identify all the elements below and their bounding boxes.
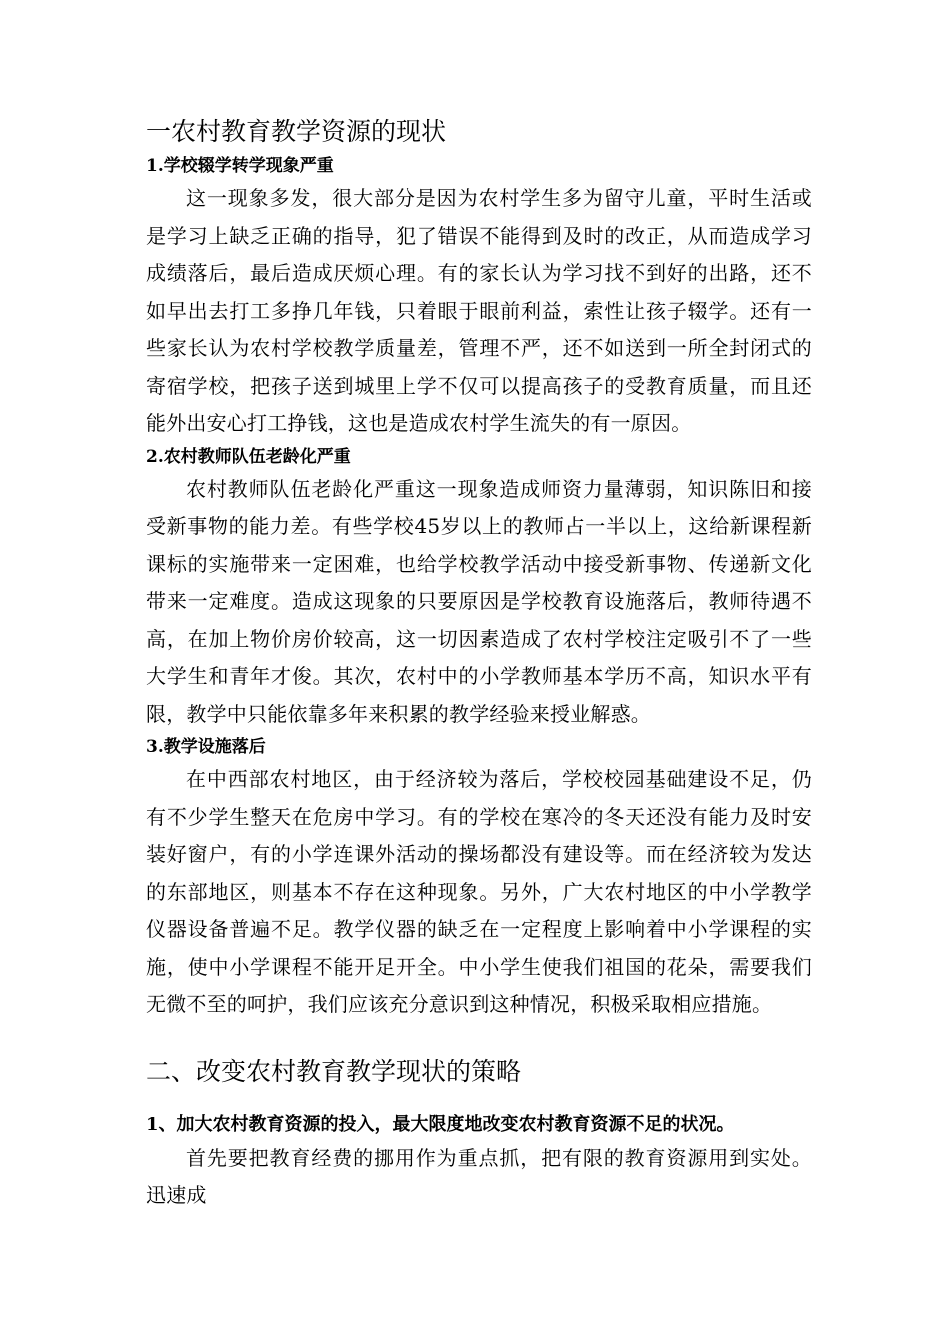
section-spacer [146,1092,812,1110]
section-1-title: 一农村教育教学资源的现状 [146,117,447,146]
section-2-title: 二、改变农村教育教学现状的策略 [146,1056,522,1086]
section-spacer [146,1024,812,1052]
document-page [146,112,812,1215]
section-2-item-1-heading: 1、加大农村教育资源的投入，最大限度地改变农村教育资源不足的状况。 [146,1113,735,1135]
section-1-item-3-paragraph: 在中西部农村地区，由于经济较为落后，学校校园基础建设不足，仍有不少学生整天在危房中学习。有的学校在寒冷的冬天还没有能力及时安装好窗户，有的小学连课外活动的操场都没有建设等。而在经济较为发达的东部地区，则基本不存在这种现象。另外，广大农村地区的中小学教学仪器设备普遍不足。教学仪器的缺乏在一定程度上影响着中小学课程的实施，使中小学课程不能开足开全。中小学生使我们祖国的花朵，需要我们无微不至的呵护，我们应该充分意识到这种情况，积极采取相应措施。 [146,767,812,1016]
section-1-item-1-heading: 1.学校辍学转学现象严重 [146,156,334,176]
section-2-item-1-paragraph: 首先要把教育经费的挪用作为重点抓，把有限的教育资源用到实处。迅速成 [146,1145,812,1207]
section-1-item-1-paragraph: 这一现象多发，很大部分是因为农村学生多为留守儿童，平时生活或是学习上缺乏正确的指导，犯了错误不能得到及时的改正，从而造成学习成绩落后，最后造成厌烦心理。有的家长认为学习找不到好的出路，还不如早出去打工多挣几年钱，只着眼于眼前利益，索性让孩子辍学。还有一些家长认为农村学校教学质量差，管理不严，还不如送到一所全封闭式的寄宿学校，把孩子送到城里上学不仅可以提高孩子的受教育质量，而且还能外出安心打工挣钱，这也是造成农村学生流失的有一原因。 [146,186,812,435]
section-1-item-2-heading: 2.农村教师队伍老龄化严重 [146,446,351,467]
section-1-item-2-paragraph: 农村教师队伍老龄化严重这一现象造成师资力量薄弱，知识陈旧和接受新事物的能力差。有些学校45岁以上的教师占一半以上，这给新课程新课标的实施带来一定困难，也给学校教学活动中接受新事物、传递新文化带来一定难度。造成这现象的只要原因是学校教育设施落后，教师待遇不高，在加上物价房价较高，这一切因素造成了农村学校注定吸引不了一些大学生和青年才俊。其次，农村中的小学教师基本学历不高，知识水平有限，教学中只能依靠多年来积累的教学经验来授业解惑。 [146,476,812,726]
section-1-item-3-heading: 3.教学设施落后 [146,737,266,757]
